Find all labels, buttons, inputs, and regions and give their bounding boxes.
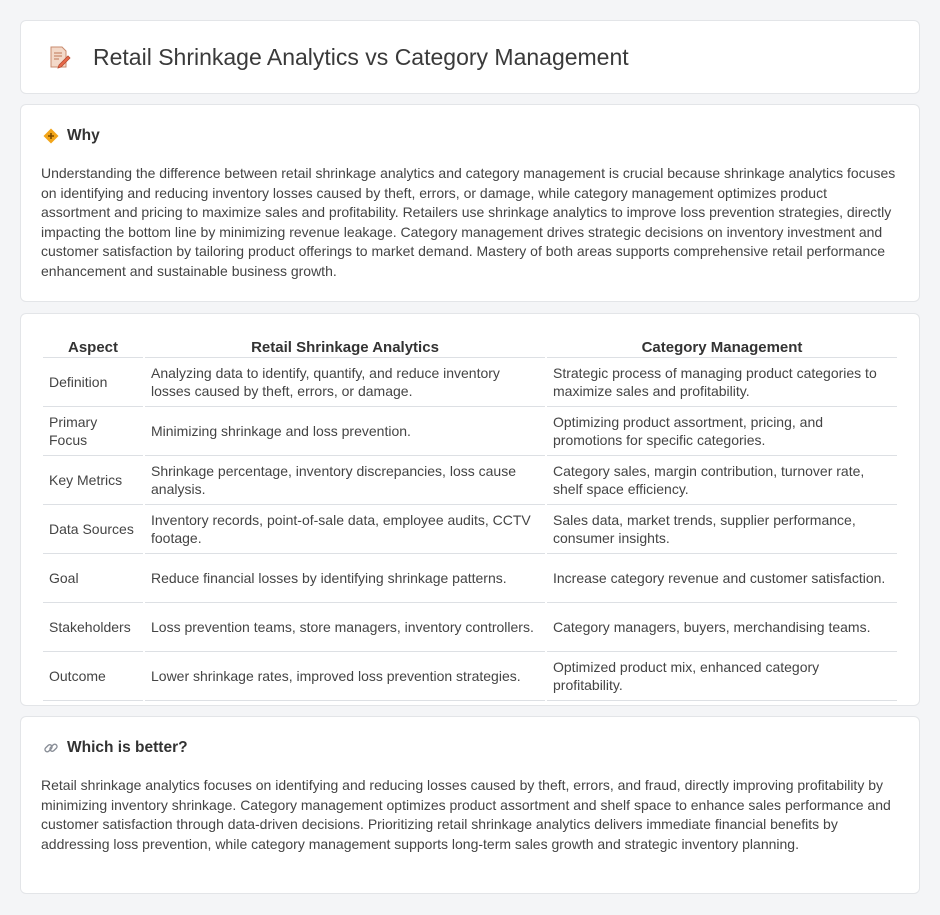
why-title: Why (67, 127, 100, 144)
row-category: Category managers, buyers, merchandising teams. (547, 603, 897, 652)
row-category: Strategic process of managing product categories to maximize sales and profitability. (547, 358, 897, 407)
row-category: Category sales, margin contribution, turnover rate, shelf space efficiency. (547, 456, 897, 505)
table-row (43, 505, 897, 554)
page-title: Retail Shrinkage Analytics vs Category Management (93, 43, 629, 70)
row-aspect: Key Metrics (43, 456, 143, 505)
row-aspect: Stakeholders (43, 603, 143, 652)
table-header-row (43, 336, 897, 358)
row-shrinkage: Analyzing data to identify, quantify, and reduce inventory losses caused by theft, errors, or damage. (145, 358, 545, 407)
which-better-title: Which is better? (67, 739, 188, 756)
row-shrinkage: Reduce financial losses by identifying shrinkage patterns. (145, 554, 545, 603)
header-shrinkage: Retail Shrinkage Analytics (145, 336, 545, 358)
row-aspect: Outcome (43, 652, 143, 701)
why-text: Understanding the difference between retail shrinkage analytics and category management is crucial because shrinkage analytics focuses on identifying and reducing inventory losses caused by theft, errors, or damage, while category management optimizes product assortment and pricing to maximize sales and profitability. Retailers use shrinkage analytics to improve loss prevention strategies, directly impacting the bottom line by minimizing revenue leakage. Category management drives strategic decisions on inventory investment and customer satisfaction by tailoring product offerings to market demand. Mastery of both areas supports comprehensive retail performance enhancement and sustainable business growth. (41, 165, 896, 279)
row-aspect: Primary Focus (43, 407, 143, 456)
row-shrinkage: Inventory records, point-of-sale data, employee audits, CCTV footage. (145, 505, 545, 554)
row-shrinkage: Loss prevention teams, store managers, inventory controllers. (145, 603, 545, 652)
row-category: Sales data, market trends, supplier performance, consumer insights. (547, 505, 897, 554)
header-card (20, 20, 920, 94)
table-row (43, 358, 897, 407)
row-aspect: Definition (43, 358, 143, 407)
table-row (43, 456, 897, 505)
row-aspect: Data Sources (43, 505, 143, 554)
header-category: Category Management (547, 336, 897, 358)
comparison-section (20, 313, 920, 706)
row-shrinkage: Shrinkage percentage, inventory discrepancies, loss cause analysis. (145, 456, 545, 505)
table-row (43, 603, 897, 652)
table-row (43, 652, 897, 701)
link-icon (43, 740, 59, 756)
row-shrinkage: Minimizing shrinkage and loss prevention. (145, 407, 545, 456)
document-pencil-icon (47, 45, 71, 69)
which-better-section (20, 716, 920, 894)
diamond-sign-icon (43, 128, 59, 144)
which-better-text: Retail shrinkage analytics focuses on identifying and reducing losses caused by theft, errors, and fraud, directly improving profitability by minimizing inventory shrinkage. Category management optimizes product assortment and shelf space to enhance sales performance and customer satisfaction through data-driven decisions. Prioritizing retail shrinkage analytics delivers immediate financial benefits by addressing loss prevention, while category management supports long-term sales growth and strategic inventory planning. (41, 777, 891, 852)
row-shrinkage: Lower shrinkage rates, improved loss prevention strategies. (145, 652, 545, 701)
table-row (43, 407, 897, 456)
why-section (20, 104, 920, 302)
table-row (43, 554, 897, 603)
row-category: Increase category revenue and customer satisfaction. (547, 554, 897, 603)
row-category: Optimizing product assortment, pricing, and promotions for specific categories. (547, 407, 897, 456)
comparison-table (41, 336, 899, 701)
row-aspect: Goal (43, 554, 143, 603)
header-aspect: Aspect (43, 336, 143, 358)
row-category: Optimized product mix, enhanced category profitability. (547, 652, 897, 701)
